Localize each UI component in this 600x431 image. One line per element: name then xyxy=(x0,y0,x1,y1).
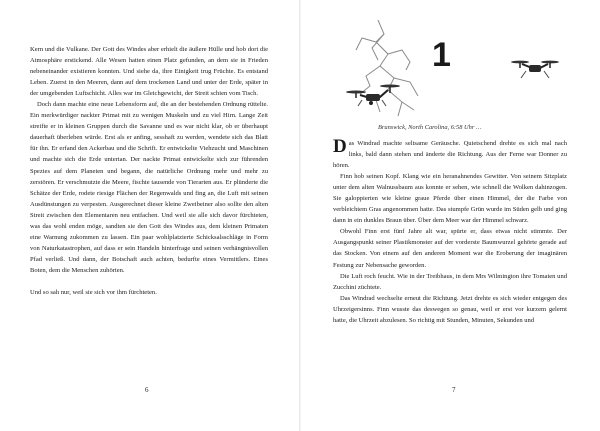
paragraph: Die Luft roch feucht. Wie in der Treibhaus, in dem Mrs Wilmington ihre Tomaten und Zucchini züchtete. xyxy=(333,272,567,291)
paragraph: Obwohl Finn erst fünf Jahre alt war, spürte er, dass etwas nicht stimmte. Der Ausgangspunkt seiner Plastikmonster auf der vorderste Baumwurzel gehörte gerade auf das Stocken. Von einem auf den anderen Moment war die Eroberung der imaginären Festung zur Nebensache geworden. xyxy=(333,228,567,269)
left-page-text xyxy=(30,44,268,298)
storm-drone-illustration xyxy=(318,20,584,130)
paragraph: Finn hob seinen Kopf. Klang wie ein heranahnendes Gewitter. Von seinem Sitzplatz unter dem alten Walnussbaum aus konnte er sehen, wie schnell die Wolken dahinzogen. Sie galoppierten wie kleine graue Pferde über einen Himmel, der die Farbe von verbleichtem Gras angenommen hatte. Das stumpfe Grün wurde im Süden gelb und ging dann in ein dunkles Braun über. Über dem Meer war der Himmel schwarz. xyxy=(333,173,567,225)
drone-icon xyxy=(346,85,400,107)
paragraph-text: as Windrad machte seltsame Geräusche. Quietschend drehte es sich mal nach links, bald dann stehen und änderte die Richtung. Aus der Ferne war Donner zu hören. xyxy=(333,140,567,170)
chapter-location-line: Brunswick, North Carolina, 6:58 Uhr … xyxy=(378,124,482,131)
page-number: 7 xyxy=(452,386,456,394)
page-number: 6 xyxy=(145,386,149,394)
paragraph: Und so sah nur, weil sie sich vor ihm fürchteten. xyxy=(30,288,157,296)
paragraph: Kern und die Vulkane. Der Gott des Windes aber erhielt die äußere Hülle und hob dort die Atmosphäre erstickend. Alle Wesen hatten einen Platz gefunden, an dem sie in Frieden nebeneinander existieren konnten. Und siehe da, ihre Einigkeit trug Früchte. Es entstand Leben. Zuerst in den Meeren, dann auf dem trockenen Land und unter der Erde, später in der umgebenden Luftschicht. Alles war im Gleichgewicht, der Streit schien vom Tisch. xyxy=(30,46,268,98)
paragraph xyxy=(333,138,567,171)
right-page-text xyxy=(333,138,567,326)
lightning-icon xyxy=(356,20,418,116)
paragraph: Doch dann machte eine neue Lebensform auf, die an der bestehenden Ordnung rüttelte. Ein merkwürdiger nackter Primat mit zu wenigen Muskeln und zu viel Hirn. Lange Zeit streifte er in kleinen Gruppen durch die Savanne und es war nicht klar, ob er überhaupt dauerhaft überleben würde. Erst als er anfing, sesshaft zu werden, wendete sich das Blatt für ihn. Er erfand den Ackerbau und die Schrift. Er entwickelte Viehzucht und Maschinen und machte sich die Erde untertan. Der nackte Primat entwickelte sich zur führenden Spezies auf dem Planeten und begann, die natürliche Ordnung mehr und mehr zu zerstören. Er verschmutzte die Meere, fischte tausende von Tierarten aus. Er plünderte die Schätze der Erde, rodete riesige Flächen der Regenwalds und fing an, die Luft mit seinen Ausdünstungen zu verpesten. Ausgerechnet dieser kleine Zweibeiner also sollte den alten Streit zwischen den Elementaren neu entfachen. Und weil sie alle sich davor fürchteten, was das wohl enden möge, sandten sie den Gott des Windes aus, dem kleinen Primaten eine Warnung zukommen zu lassen. Ein paar wohlplatzierte Schicksalsschläge in Form von Naturkatastrophen, auf dass er sein Handeln hinterfrage und seinen verhängnisvollen Pfad verließ. Und dann, der Botschaft auch achten, bedurfte eines Vermittlers. Eines Boten, dem die Menschen zuhörten. xyxy=(30,101,268,274)
drop-cap: D xyxy=(333,136,347,157)
paragraph: Das Windrad wechselte erneut die Richtung. Jetzt drehte es sich wieder entgegen des Uhrzeigersinns. Finn wusste das deswegen so genau, weil er erst vor kurzem gelernt hatte, die Uhrzeit abzulesen. So richtig mit Stunden, Minuten, Sekunden und xyxy=(333,294,567,324)
drone-icon xyxy=(511,61,559,78)
chapter-number: 1 xyxy=(432,36,451,74)
